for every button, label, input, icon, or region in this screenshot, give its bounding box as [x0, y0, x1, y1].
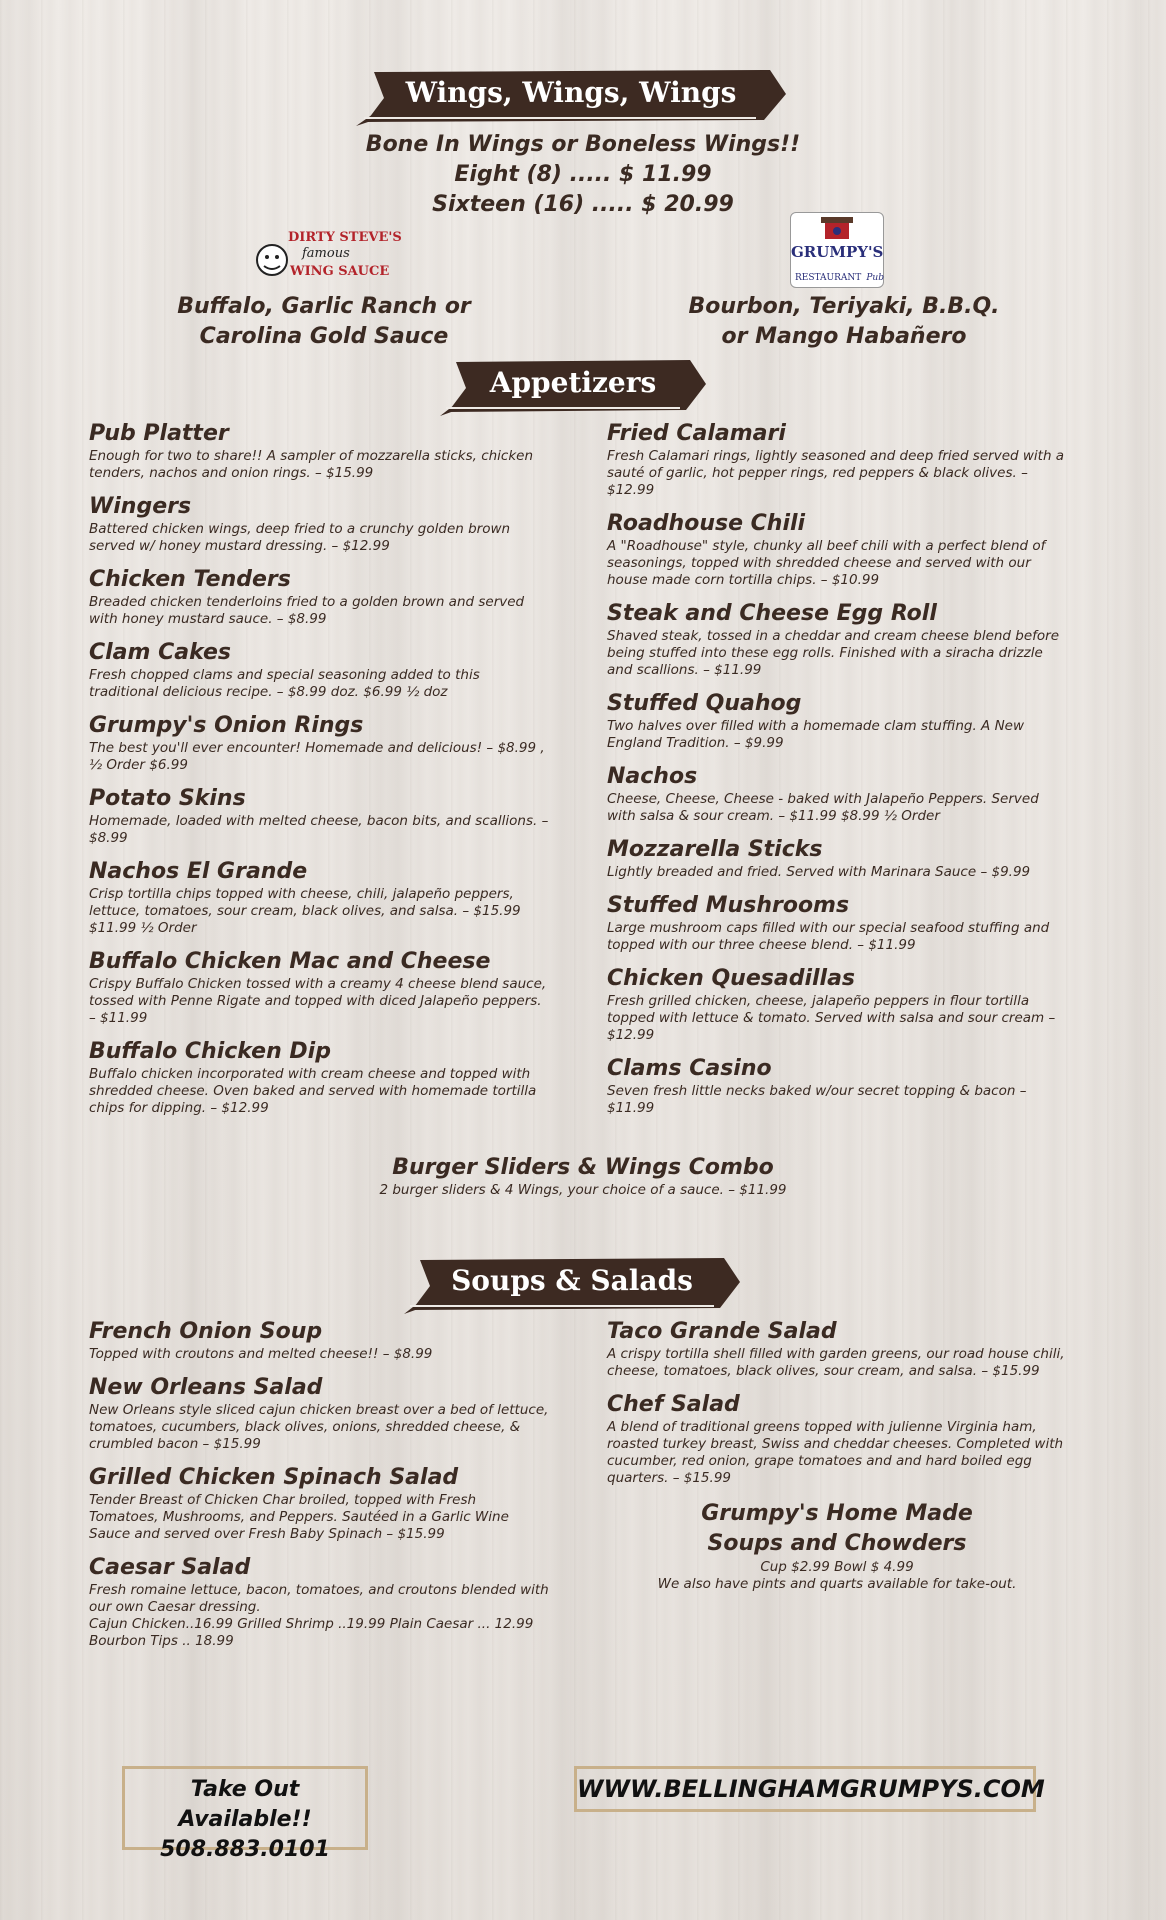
homemade-title-2: Soups and Chowders	[707, 1531, 967, 1556]
menu-item	[607, 420, 1067, 499]
menu-item-desc: Homemade, loaded with melted cheese, bacon bits, and scallions. – $8.99	[89, 813, 549, 846]
menu-item-name: Clams Casino	[607, 1056, 772, 1081]
menu-item-name: Taco Grande Salad	[607, 1319, 837, 1344]
dirty-steves-logo	[252, 228, 402, 288]
menu-item	[89, 785, 549, 847]
logo-left-text-2: famous	[302, 246, 350, 261]
menu-item-desc: Fresh Calamari rings, lightly seasoned and deep fried served with a sauté of garlic, hot pepper rings, red peppers & black olives. – $12.99	[607, 448, 1065, 498]
menu-item	[89, 948, 549, 1027]
menu-item-name: Steak and Cheese Egg Roll	[607, 601, 937, 626]
menu-item	[89, 1374, 549, 1453]
menu-item-name: Fried Calamari	[607, 421, 786, 446]
menu-item-desc: Breaded chicken tenderloins fried to a golden brown and served with honey mustard sauce. – $8.99	[89, 594, 525, 627]
menu-item	[89, 566, 549, 628]
takeout-box	[122, 1766, 368, 1862]
menu-item	[607, 690, 1067, 752]
menu-item	[89, 712, 549, 774]
menu-item	[607, 600, 1067, 679]
wings-line-1: Bone In Wings or Boneless Wings!!	[365, 132, 801, 157]
menu-item-desc: Enough for two to share!! A sampler of mozzarella sticks, chicken tenders, nachos and onion rings. – $15.99	[89, 448, 534, 481]
menu-item-name: Grilled Chicken Spinach Salad	[89, 1465, 459, 1490]
website-link[interactable]: WWW.BELLINGHAMGRUMPYS.COM	[577, 1775, 1045, 1803]
menu-item	[89, 1464, 549, 1543]
menu-item-name: Wingers	[89, 494, 192, 519]
menu-item-name: Pub Platter	[89, 421, 229, 446]
soups-left-column	[89, 1318, 549, 1661]
menu-item	[607, 1391, 1067, 1487]
menu-item	[607, 1055, 1067, 1117]
menu-item-name: Chicken Tenders	[89, 567, 291, 592]
menu-item-name: Nachos El Grande	[89, 859, 308, 884]
wings-title: Wings, Wings, Wings	[405, 76, 737, 109]
right-sauces-line-1: Bourbon, Teriyaki, B.B.Q.	[688, 294, 1000, 319]
menu-item-desc: Large mushroom caps filled with our special seafood stuffing and topped with our three cheese blend. – $11.99	[607, 920, 1050, 953]
combo-name: Burger Sliders & Wings Combo	[392, 1155, 774, 1180]
phone-number[interactable]: 508.883.0101	[160, 1837, 330, 1862]
menu-item-desc: A "Roadhouse" style, chunky all beef chili with a perfect blend of seasonings, topped with shredded cheese and served with our house made corn tortilla chips. – $10.99	[607, 538, 1046, 588]
menu-item-name: Potato Skins	[89, 786, 246, 811]
menu-item-desc: Lightly breaded and fried. Served with Marinara Sauce – $9.99	[607, 864, 1031, 880]
homemade-line-2: We also have pints and quarts available for take-out.	[657, 1576, 1017, 1592]
menu-item-extra: Cajun Chicken..16.99 Grilled Shrimp ..19.99 Plain Caesar ... 12.99 Bourbon Tips .. 18.99	[89, 1616, 534, 1649]
menu-item	[89, 420, 549, 482]
right-sauces-line-2: or Mango Habañero	[721, 324, 967, 349]
menu-item-name: Mozzarella Sticks	[607, 837, 823, 862]
menu-item-name: French Onion Soup	[89, 1319, 323, 1344]
menu-item-name: Stuffed Quahog	[607, 691, 802, 716]
combo-desc: 2 burger sliders & 4 Wings, your choice of a sauce. – $11.99	[379, 1182, 787, 1198]
menu-item-desc: A crispy tortilla shell filled with garden greens, our road house chili, cheese, tomatoes, black olives, sour cream, and salsa. – $15.99	[607, 1346, 1065, 1379]
menu-item-desc: Topped with croutons and melted cheese!! – $8.99	[89, 1346, 433, 1362]
menu-item	[89, 1318, 549, 1363]
appetizers-banner	[440, 358, 706, 412]
menu-item	[89, 1554, 549, 1650]
left-sauces-line-2: Carolina Gold Sauce	[199, 324, 449, 349]
wings-line-2: Eight (8) ..... $ 11.99	[454, 162, 712, 187]
menu-item	[607, 892, 1067, 954]
takeout-text: Take Out Available!!	[178, 1777, 312, 1832]
menu-item	[89, 1038, 549, 1117]
menu-item	[607, 1318, 1067, 1380]
soups-right-column	[607, 1318, 1067, 1593]
menu-item-desc: Seven fresh little necks baked w/our secret topping & bacon – $11.99	[607, 1083, 1027, 1116]
logo-right-text-1: GRUMPY'S	[791, 243, 884, 261]
grumpys-logo	[790, 212, 884, 288]
homemade-title-1: Grumpy's Home Made	[701, 1501, 973, 1526]
homemade-soups-block	[607, 1499, 1067, 1593]
menu-item	[89, 493, 549, 555]
logo-left-text-1: DIRTY STEVE'S	[288, 230, 402, 245]
soups-salads-banner	[404, 1256, 740, 1310]
menu-item-desc: New Orleans style sliced cajun chicken breast over a bed of lettuce, tomatoes, cucumbers, black olives, onions, shredded cheese, & crumbled bacon – $15.99	[89, 1402, 549, 1452]
menu-item-name: Clam Cakes	[89, 640, 231, 665]
appetizers-right-column	[607, 420, 1067, 1128]
left-sauces-line-1: Buffalo, Garlic Ranch or	[177, 294, 471, 319]
menu-item-desc: The best you'll ever encounter! Homemade and delicious! – $8.99 , ½ Order $6.99	[89, 740, 545, 773]
menu-item-name: Grumpy's Onion Rings	[89, 713, 364, 738]
menu-item-name: Chef Salad	[607, 1392, 740, 1417]
menu-item-name: Stuffed Mushrooms	[607, 893, 850, 918]
menu-item	[607, 836, 1067, 881]
menu-item-desc: Crisp tortilla chips topped with cheese, chili, jalapeño peppers, lettuce, tomatoes, sour cream, black olives, and salsa. – $15.99 $11.99 ½ Order	[89, 886, 521, 936]
menu-item	[89, 639, 549, 701]
soups-salads-title: Soups & Salads	[451, 1264, 693, 1297]
menu-item-desc: Fresh romaine lettuce, bacon, tomatoes, and croutons blended with our own Caesar dressing.	[89, 1582, 549, 1615]
menu-item-desc: Buffalo chicken incorporated with cream cheese and topped with shredded cheese. Oven baked and served with homemade tortilla chips for dipping. – $12.99	[89, 1066, 537, 1116]
menu-item-name: Buffalo Chicken Dip	[89, 1039, 331, 1064]
menu-item-desc: Shaved steak, tossed in a cheddar and cream cheese blend before being stuffed into these egg rolls. Finished with a siracha drizzle and scallions. – $11.99	[607, 628, 1060, 678]
homemade-line-1: Cup $2.99 Bowl $ 4.99	[760, 1559, 914, 1575]
menu-item-name: New Orleans Salad	[89, 1375, 323, 1400]
menu-item	[607, 965, 1067, 1044]
menu-item-name: Caesar Salad	[89, 1555, 251, 1580]
menu-item-name: Nachos	[607, 764, 698, 789]
menu-item-desc: Cheese, Cheese, Cheese - baked with Jalapeño Peppers. Served with salsa & sour cream. – $11.99 $8.99 ½ Order	[607, 791, 1039, 824]
logo-left-text-3: WING SAUCE	[290, 264, 390, 279]
appetizers-title: Appetizers	[489, 366, 657, 399]
menu-item-desc: Two halves over filled with a homemade clam stuffing. A New England Tradition. – $9.99	[607, 718, 1025, 751]
menu-item-desc: Fresh chopped clams and special seasoning added to this traditional delicious recipe. – $8.99 doz. $6.99 ½ doz	[89, 667, 480, 700]
menu-item-desc: Battered chicken wings, deep fried to a crunchy golden brown served w/ honey mustard dressing. – $12.99	[89, 521, 511, 554]
menu-item	[89, 858, 549, 937]
menu-item-desc: Crispy Buffalo Chicken tossed with a creamy 4 cheese blend sauce, tossed with Penne Rigate and topped with diced Jalapeño peppers. – $11.99	[89, 976, 547, 1026]
menu-item-name: Roadhouse Chili	[607, 511, 806, 536]
website-box	[574, 1766, 1045, 1812]
wings-banner	[356, 68, 786, 122]
logo-right-text-2: RESTAURANT	[795, 273, 862, 283]
menu-item-desc: Fresh grilled chicken, cheese, jalapeño peppers in flour tortilla topped with lettuce & tomato. Served with salsa and sour cream – $12.99	[607, 993, 1056, 1043]
wings-line-3: Sixteen (16) ..... $ 20.99	[432, 192, 734, 217]
menu-item-name: Buffalo Chicken Mac and Cheese	[89, 949, 491, 974]
menu-item	[607, 510, 1067, 589]
appetizers-left-column	[89, 420, 549, 1128]
logo-right-text-3: Pub	[866, 273, 884, 283]
menu-item-desc: A blend of traditional greens topped with julienne Virginia ham, roasted turkey breast, Swiss and cheddar cheeses. Completed with cucumber, red onion, grape tomatoes and and hard boiled egg quarters. – $15.99	[607, 1419, 1064, 1486]
menu-item-desc: Tender Breast of Chicken Char broiled, topped with Fresh Tomatoes, Mushrooms, and Peppers. Sautéed in a Garlic Wine Sauce and served over Fresh Baby Spinach – $15.99	[89, 1492, 509, 1542]
menu-item-name: Chicken Quesadillas	[607, 966, 856, 991]
menu-item	[607, 763, 1067, 825]
